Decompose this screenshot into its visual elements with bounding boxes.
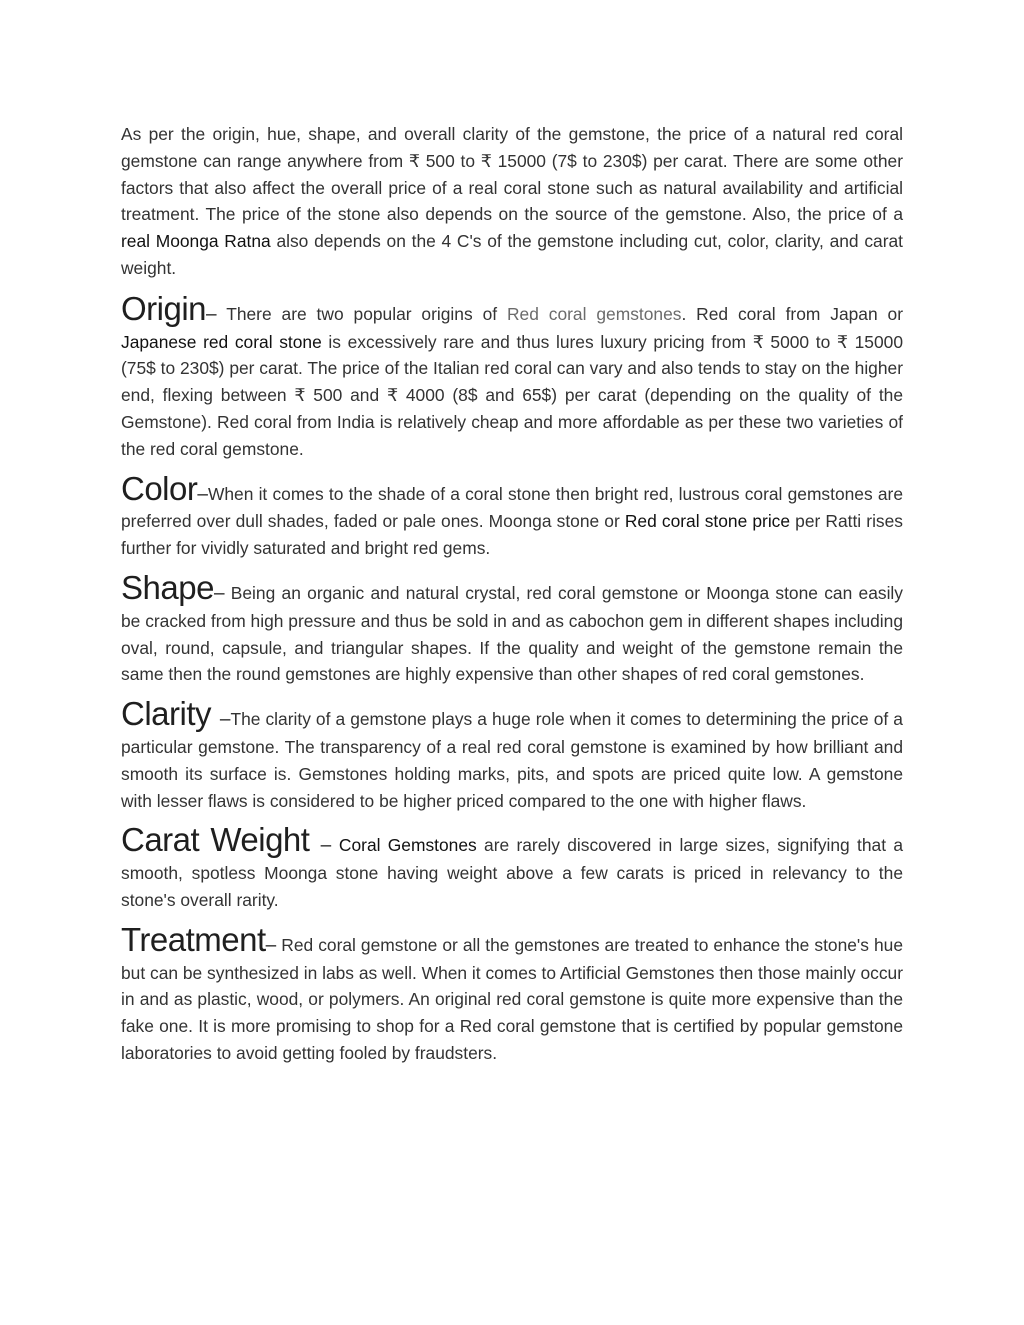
treatment-dash: – — [265, 934, 277, 956]
carat-weight-heading: Carat Weight — [121, 821, 321, 859]
shape-heading: Shape — [121, 568, 214, 606]
japanese-red-coral-stone-link[interactable]: Japanese red coral stone — [121, 331, 322, 352]
coral-gemstones-link[interactable]: Coral Gemstones — [338, 835, 477, 856]
intro-text-1: As per the origin, hue, shape, and overall clarity of the gemstone, the price of a natural red coral gemstone can range anywhere from ₹ 500 to ₹ 15000 (7$ to 230$) per carat. There are some other factors that also affect the overall price of a real coral stone such as natural availability and artificial treatment. The price of the stone also depends on the source of the gemstone. Also, the price of a — [121, 124, 903, 225]
color-text-2: per Ratti rises further for vividly saturated and bright red gems. — [121, 511, 903, 559]
shape-dash: – — [213, 582, 225, 604]
origin-text-3: is excessively rare and thus lures luxury pricing from ₹ 5000 to ₹ 15000 (75$ to 230$) per carat. The price of the Italian red coral can vary and also tends to stay on the higher end, flexing between ₹ 500 and ₹ 4000 (8$ and 65$) per carat (depending on the quality of the Gemstone). Red coral from India is relatively cheap and more affordable as per these two varieties of the red coral gemstone. — [121, 331, 903, 459]
clarity-text-1: The clarity of a gemstone plays a huge role when it comes to determining the price of a particular gemstone. The transparency of a real red coral gemstone is examined by how brilliant and smooth its surface is. Gemstones holding marks, pits, and spots are priced quite low. A gemstone with lesser flaws is considered to be higher priced compared to the one with higher flaws. — [121, 709, 903, 811]
origin-text-1: There are two popular origins of — [216, 303, 507, 324]
clarity-section — [121, 695, 903, 814]
real-moonga-ratna-link[interactable]: real Moonga Ratna — [121, 231, 271, 252]
origin-text-2: . Red coral from Japan or — [681, 303, 903, 324]
color-text-1: When it comes to the shade of a coral stone then bright red, lustrous coral gemstones are preferred over dull shades, faded or pale ones. Moonga stone or — [121, 483, 903, 532]
carat-weight-text-1: are rarely discovered in large sizes, signifying that a smooth, spotless Moonga stone having weight above a few carats is priced in relevancy to the stone's overall rarity. — [121, 835, 904, 910]
shape-section — [121, 568, 903, 688]
color-heading: Color — [121, 469, 198, 507]
color-dash: – — [197, 483, 208, 505]
carat-weight-section — [121, 821, 904, 913]
origin-dash: – — [206, 303, 217, 325]
intro-paragraph — [121, 121, 903, 282]
shape-text-1: Being an organic and natural crystal, red coral gemstone or Moonga stone can easily be cracked from high pressure and thus be sold in and as cabochon gem in different shapes including oval, round, capsule, and triangular shapes. If the quality and weight of the gemstone remain the same then the round gemstones are highly expensive than other shapes of red coral gemstones. — [121, 582, 903, 685]
treatment-heading: Treatment — [121, 920, 266, 958]
treatment-section — [121, 920, 903, 1067]
origin-section — [121, 289, 903, 463]
document-page — [121, 121, 903, 1080]
treatment-text-1: Red coral gemstone or all the gemstones are treated to enhance the stone's hue but can be synthesized in labs as well. When it comes to Artificial Gemstones then those mainly occur in and as plastic, wood, or polymers. An original red coral gemstone is quite more expensive than the fake one. It is more promising to shop for a Red coral gemstone that is certified by popular gemstone laboratories to avoid getting fooled by fraudsters. — [121, 934, 903, 1063]
clarity-dash: – — [219, 709, 231, 731]
clarity-heading: Clarity — [121, 695, 220, 733]
origin-heading: Origin — [121, 289, 207, 327]
intro-text-2: also depends on the 4 C's of the gemstone including cut, color, clarity, and carat weight. — [121, 231, 903, 278]
color-section — [121, 469, 903, 562]
red-coral-stone-price-link[interactable]: Red coral stone price — [624, 511, 791, 532]
carat-weight-dash: – — [320, 835, 339, 857]
red-coral-gemstones-link[interactable]: Red coral gemstones — [506, 303, 682, 324]
